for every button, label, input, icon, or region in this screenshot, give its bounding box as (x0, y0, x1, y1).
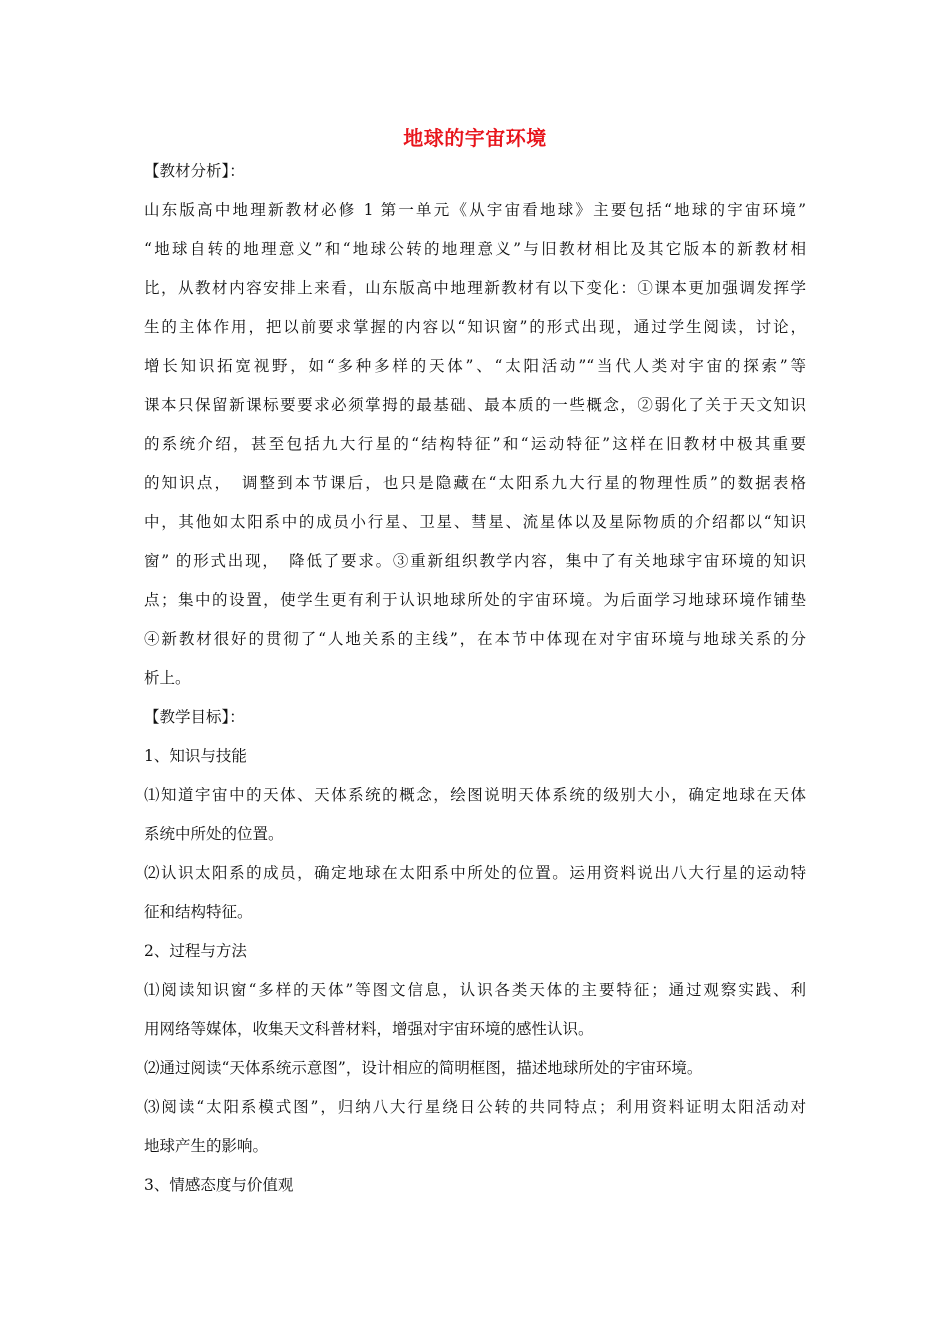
paragraph-line: ⑵认识太阳系的成员，确定地球在太阳系中所处的位置。运用资料说出八大行星的运动特 (144, 864, 806, 882)
paragraph-line: 系统中所处的位置。 (144, 825, 284, 843)
paragraph-line: 中，其他如太阳系中的成员小行星、卫星、彗星、流星体以及星际物质的介绍都以“知识 (144, 513, 806, 531)
paragraph-line: 生的主体作用，把以前要求掌握的内容以“知识窗”的形式出现，通过学生阅读，讨论， (144, 318, 806, 336)
paragraph-line: 窗” 的形式出现， 降低了要求。③重新组织教学内容，集中了有关地球宇宙环境的知识 (144, 552, 806, 570)
paragraph-line: ⑴知道宇宙中的天体、天体系统的概念，绘图说明天体系统的级别大小，确定地球在天体 (144, 786, 806, 804)
paragraph-line: ⑵通过阅读“天体系统示意图”，设计相应的简明框图，描述地球所处的宇宙环境。 (144, 1059, 703, 1077)
subsection-process-methods: 2、过程与方法 (144, 942, 247, 960)
subsection-knowledge-skills: 1、知识与技能 (144, 747, 247, 765)
paragraph-line: 山东版高中地理新教材必修 1 第一单元《从宇宙看地球》主要包括“地球的宇宙环境” (144, 201, 806, 219)
paragraph-line: ⑴阅读知识窗“多样的天体”等图文信息，认识各类天体的主要特征；通过观察实践、利 (144, 981, 806, 999)
subsection-emotion-values: 3、情感态度与价值观 (144, 1176, 294, 1194)
section-heading-teaching-goals: 【教学目标】： (144, 708, 245, 726)
paragraph-line: 增长知识拓宽视野，如“多种多样的天体”、“太阳活动”“当代人类对宇宙的探索”等 (144, 357, 806, 375)
paragraph-line: 课本只保留新课标要要求必须掌拇的最基础、最本质的一些概念，②弱化了关于天文知识 (144, 396, 806, 414)
document-title: 地球的宇宙环境 (403, 126, 547, 150)
paragraph-line: 的系统介绍，甚至包括九大行星的“结构特征”和“运动特征”这样在旧教材中极其重要 (144, 435, 806, 453)
paragraph-line: “地球自转的地理意义”和“地球公转的地理意义”与旧教材相比及其它版本的新教材相 (144, 240, 806, 258)
paragraph-line: ⑶阅读“太阳系模式图”，归纳八大行星绕日公转的共同特点；利用资料证明太阳活动对 (144, 1098, 806, 1116)
document-body (144, 152, 806, 1205)
paragraph-line: 征和结构特征。 (144, 903, 253, 921)
paragraph-line: 用网络等媒体，收集天文科普材料，增强对宇宙环境的感性认识。 (144, 1020, 594, 1038)
paragraph-line: ④新教材很好的贯彻了“人地关系的主线”，在本节中体现在对宇宙环境与地球关系的分 (144, 630, 806, 648)
section-heading-textbook-analysis: 【教材分析】： (144, 162, 245, 180)
paragraph-line: 比，从教材内容安排上来看，山东版高中地理新教材有以下变化：①课本更加强调发挥学 (144, 279, 806, 297)
paragraph-line: 点；集中的设置，使学生更有利于认识地球所处的宇宙环境。为后面学习地球环境作铺垫 (144, 591, 806, 609)
paragraph-line: 的知识点， 调整到本节课后，也只是隐藏在“太阳系九大行星的物理性质”的数据表格 (144, 474, 806, 492)
paragraph-line: 地球产生的影响。 (144, 1137, 269, 1155)
paragraph-line: 析上。 (144, 669, 191, 687)
